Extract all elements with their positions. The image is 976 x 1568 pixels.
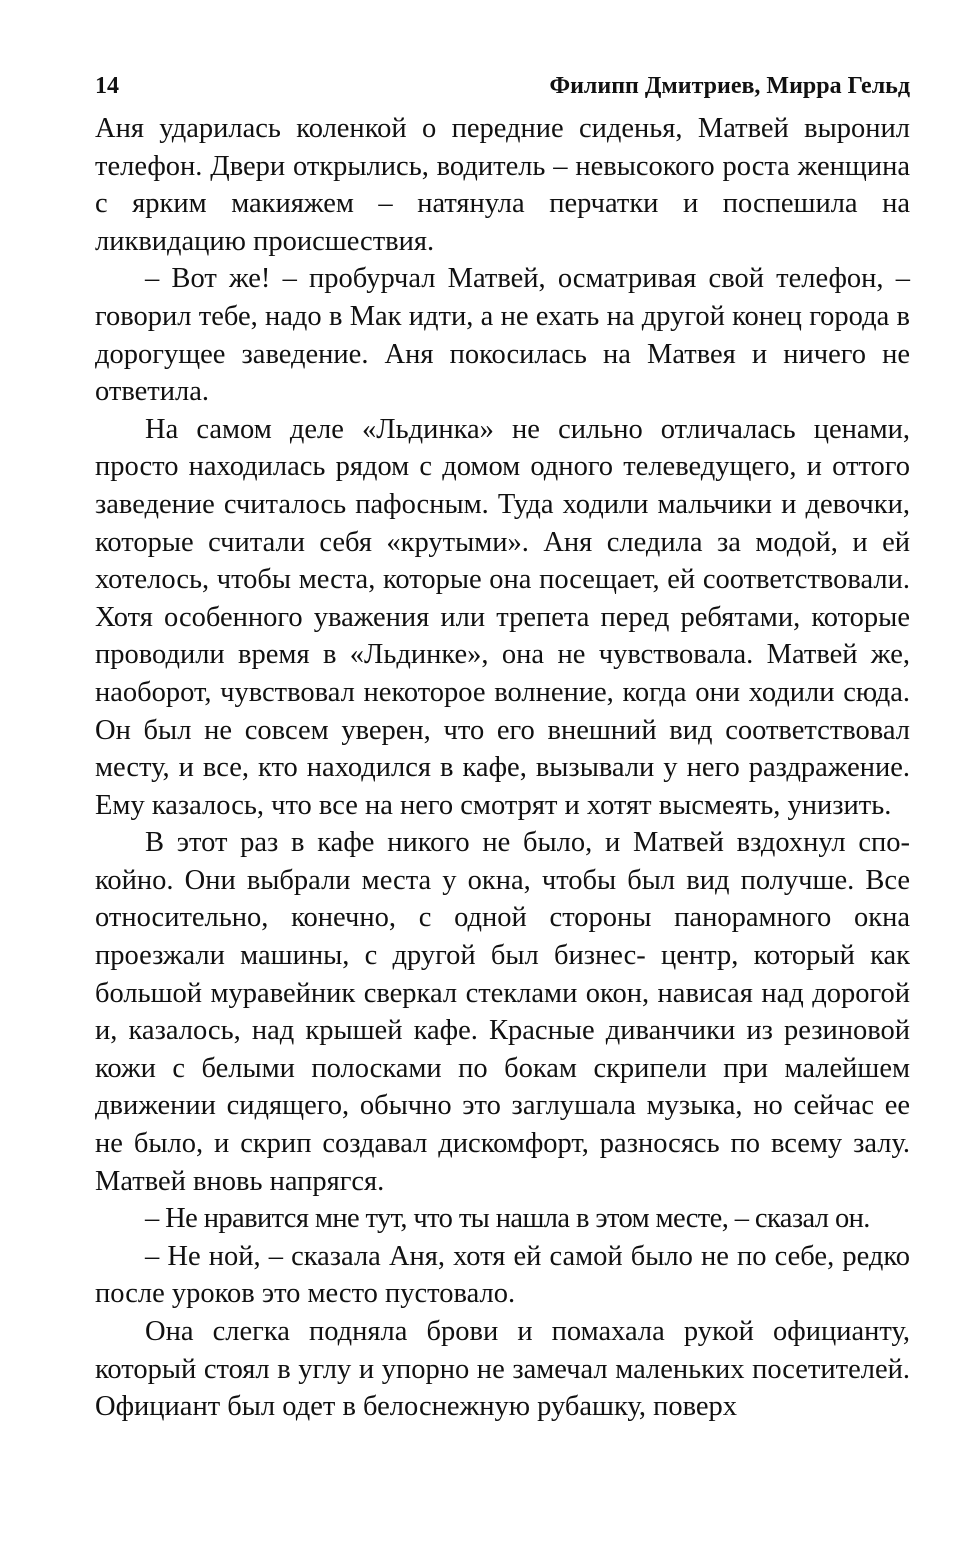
paragraph: – Вот же! – пробурчал Матвей, осматривая свой телефон, – говорил тебе, надо в Мак идти, а не ехать на другой конец города в дорогущее заведение. Аня покосилась на Матвея и ничего не ответила. — [95, 263, 910, 408]
paragraph: Аня ударилась коленкой о передние сиденья, Матвей выронил телефон. Двери открылись, водитель – невысокого роста женщина с ярким макияжем – натянула перчатки и поспешила на ликвидацию происшествия. — [95, 113, 910, 257]
paragraph: – Не ной, – сказала Аня, хотя ей самой было не по себе, редко после уроков это место пустовало. — [95, 1240, 910, 1310]
page-number: 14 — [95, 73, 119, 99]
paragraph: – Не нравится мне тут, что ты нашла в этом месте, – сказал он. — [145, 1203, 870, 1235]
body-text — [95, 110, 910, 1426]
running-head-authors: Филипп Дмитриев, Мирра Гельд — [549, 73, 910, 99]
paragraph: Она слегка подняла брови и помахала рукой официанту, который стоял в углу и упорно не замечал маленьких посетителей. Официант был одет в белоснежную рубашку, поверх — [95, 1316, 910, 1423]
running-head — [95, 70, 910, 110]
book-page — [95, 70, 910, 1426]
paragraph: На самом деле «Льдинка» не сильно отличалась ценами, просто находилась рядом с домом одного телеведущего, и оттого заведение считалось пафосным. Туда ходили мальчики и девочки, которые считали себя «крутыми». Аня следила за модой, и ей хотелось, чтобы места, которые она посещает, ей соответствовали. Хотя особенного уважения или трепета перед ребятами, которые проводили время в «Льдинке», она не чувствовала. Матвей же, наоборот, чувствовал некоторое волнение, когда они ходили сюда. Он был не совсем уверен, что его внешний вид соответствовал месту, и все, кто находился в кафе, вызывали у него раздражение. Ему казалось, что все на него смотрят и хотят высмеять, унизить. — [95, 413, 910, 821]
paragraph: В этот раз в кафе никого не было, и Матвей вздохнул спокойно. Они выбрали места у окна, чтобы был вид получше. Все относительно, конечно, с одной стороны панорамного окна проезжали машины, с другой был бизнес- центр, который как большой муравейник сверкал стеклами окон, нависая над дорогой и, казалось, над крышей кафе. Красные диванчики из резиновой кожи с белыми полосками по бокам скрипели при малейшем движении сидящего, обычно это заглушала музыка, но сейчас ее не было, и скрип создавал дискомфорт, разносясь по всему залу. Матвей вновь напрягся. — [95, 827, 910, 1197]
